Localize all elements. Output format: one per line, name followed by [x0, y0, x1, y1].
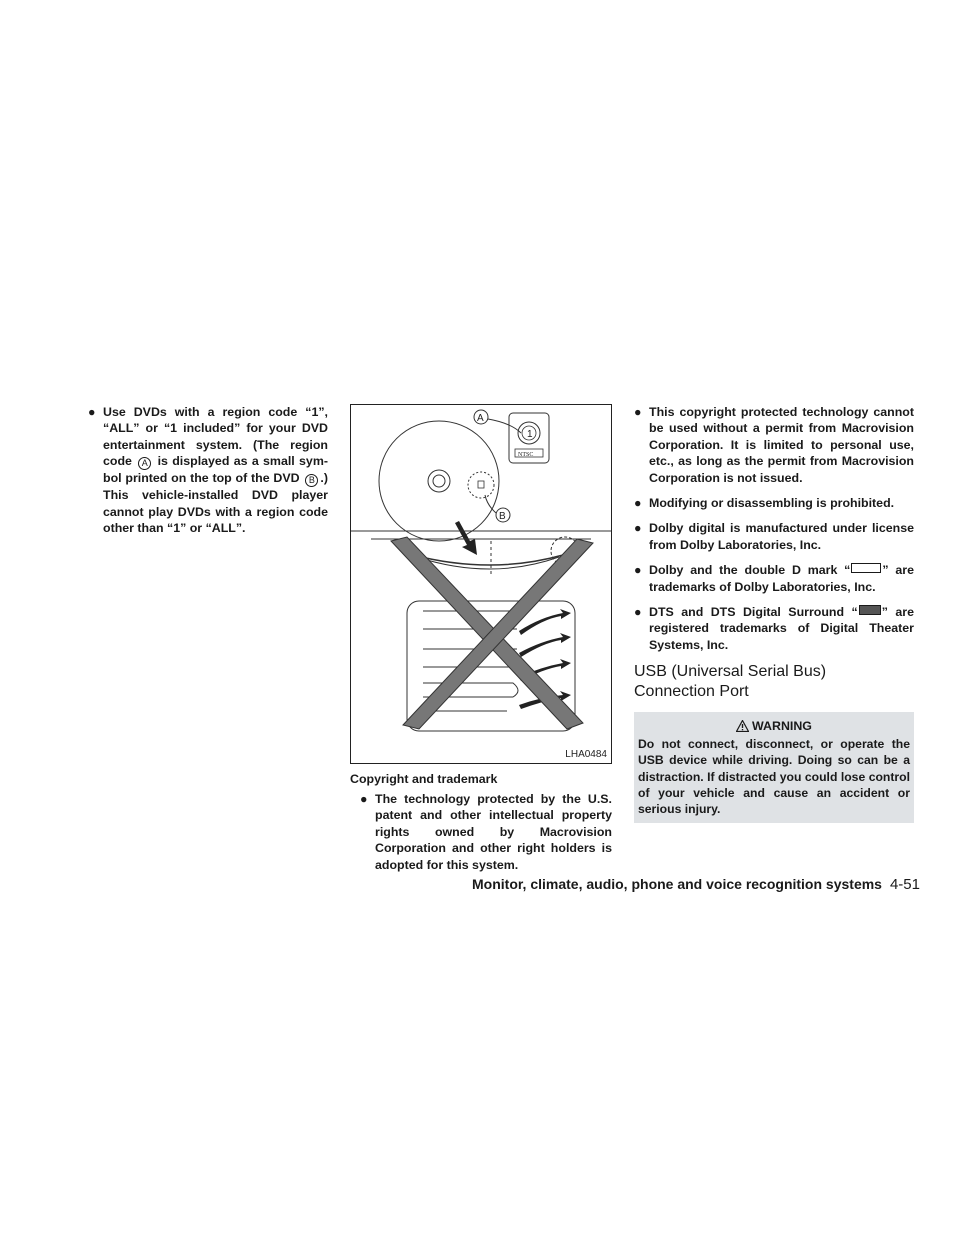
dts-trademark-post: ” are registered trademarks of Digital Theater Systems, Inc. [649, 605, 914, 652]
dvd-diagram-svg [351, 405, 612, 764]
warning-text: Do not connect, disconnect, or operate the USB device while driving. Doing so can be a distraction. If distracted you could lose control of your vehicle and cause an accident or serious injury. [638, 737, 910, 817]
permit-text: This copyright protected technology cannot be used without a permit from Macrovision Corporation. It is limited to personal use, etc., as long as the permit from Macrovision Corporation is not issued. [649, 405, 914, 485]
region-code-text-3: .) This vehicle-installed DVD player cannot play DVDs with a region code other than “1” or “ALL”. [103, 471, 328, 536]
bullet-dot: ● [634, 405, 642, 419]
macrovision-bullet [350, 791, 612, 873]
dolby-trademark-text [649, 562, 914, 595]
macrovision-text: The technology protected by the U.S. patent and other intellectual property rights owned by Macrovision Corporation and other right holders is adopted for this system. [375, 792, 612, 872]
modify-bullet [634, 495, 914, 511]
bullet-dot: ● [360, 792, 368, 806]
page-footer [472, 876, 920, 893]
footer-section-title: Monitor, climate, audio, phone and voice recognition systems [472, 876, 882, 892]
dolby-license-bullet [634, 520, 914, 553]
dvd-hole-outer [428, 470, 450, 492]
dolby-trademark-bullet [634, 562, 914, 595]
marker-b: B [305, 474, 318, 487]
warning-triangle-icon [736, 720, 749, 732]
dolby-logo-icon [851, 563, 881, 573]
dolby-license-text: Dolby digital is manufactured under license from Dolby Laboratories, Inc. [649, 521, 914, 552]
region-mark-small [478, 481, 484, 488]
copyright-heading: Copyright and trademark [350, 772, 498, 786]
dts-trademark-pre: DTS and DTS Digital Surround “ [649, 605, 858, 620]
region-code-bullet [88, 404, 328, 536]
page-number: 4-51 [889, 876, 920, 893]
bullet-dot: ● [88, 405, 96, 419]
dolby-trademark-pre: Dolby and the double D mark “ [649, 563, 851, 578]
dolby-trademark-post: ” are trademarks of Dolby Laboratories, Inc. [649, 563, 915, 594]
dts-trademark-text [649, 604, 914, 653]
usb-title-line-2: Connection Port [634, 683, 749, 701]
dts-logo-icon [859, 605, 881, 615]
figure-code: LHA0484 [565, 749, 607, 760]
callout-a-label: A [477, 413, 484, 424]
region-code-text-1: Use DVDs with a region code “1”, “ALL” or “1 included” for your DVD entertainment system. (The region code [103, 405, 328, 469]
usb-section-title [634, 662, 914, 702]
bullet-dot: ● [634, 521, 642, 536]
warning-box [634, 712, 914, 823]
usb-title-line-1: USB (Universal Serial Bus) [634, 663, 827, 681]
region-mark-circle [468, 472, 494, 498]
permit-bullet [634, 404, 914, 486]
modify-text: Modifying or disassembling is prohibited. [649, 496, 895, 511]
callout-b-label: B [499, 511, 506, 522]
bullet-dot: ● [634, 605, 642, 620]
dvd-hole-inner [433, 475, 445, 487]
dvd-illustration [350, 404, 612, 764]
left-column [88, 404, 328, 536]
warning-header [638, 716, 910, 736]
middle-column [350, 404, 612, 873]
region-code-text-2: is displayed as a small symbol printed on the top of the DVD [103, 454, 328, 486]
bullet-dot: ● [634, 496, 642, 511]
dts-trademark-bullet [634, 604, 914, 653]
bullet-dot: ● [634, 563, 642, 578]
svg-text:1: 1 [527, 429, 533, 440]
warning-title: WARNING [752, 719, 812, 734]
right-column [634, 404, 914, 823]
region-code-text [103, 404, 328, 536]
ntsc-label: NTSC [518, 452, 534, 458]
marker-a: A [138, 457, 151, 470]
